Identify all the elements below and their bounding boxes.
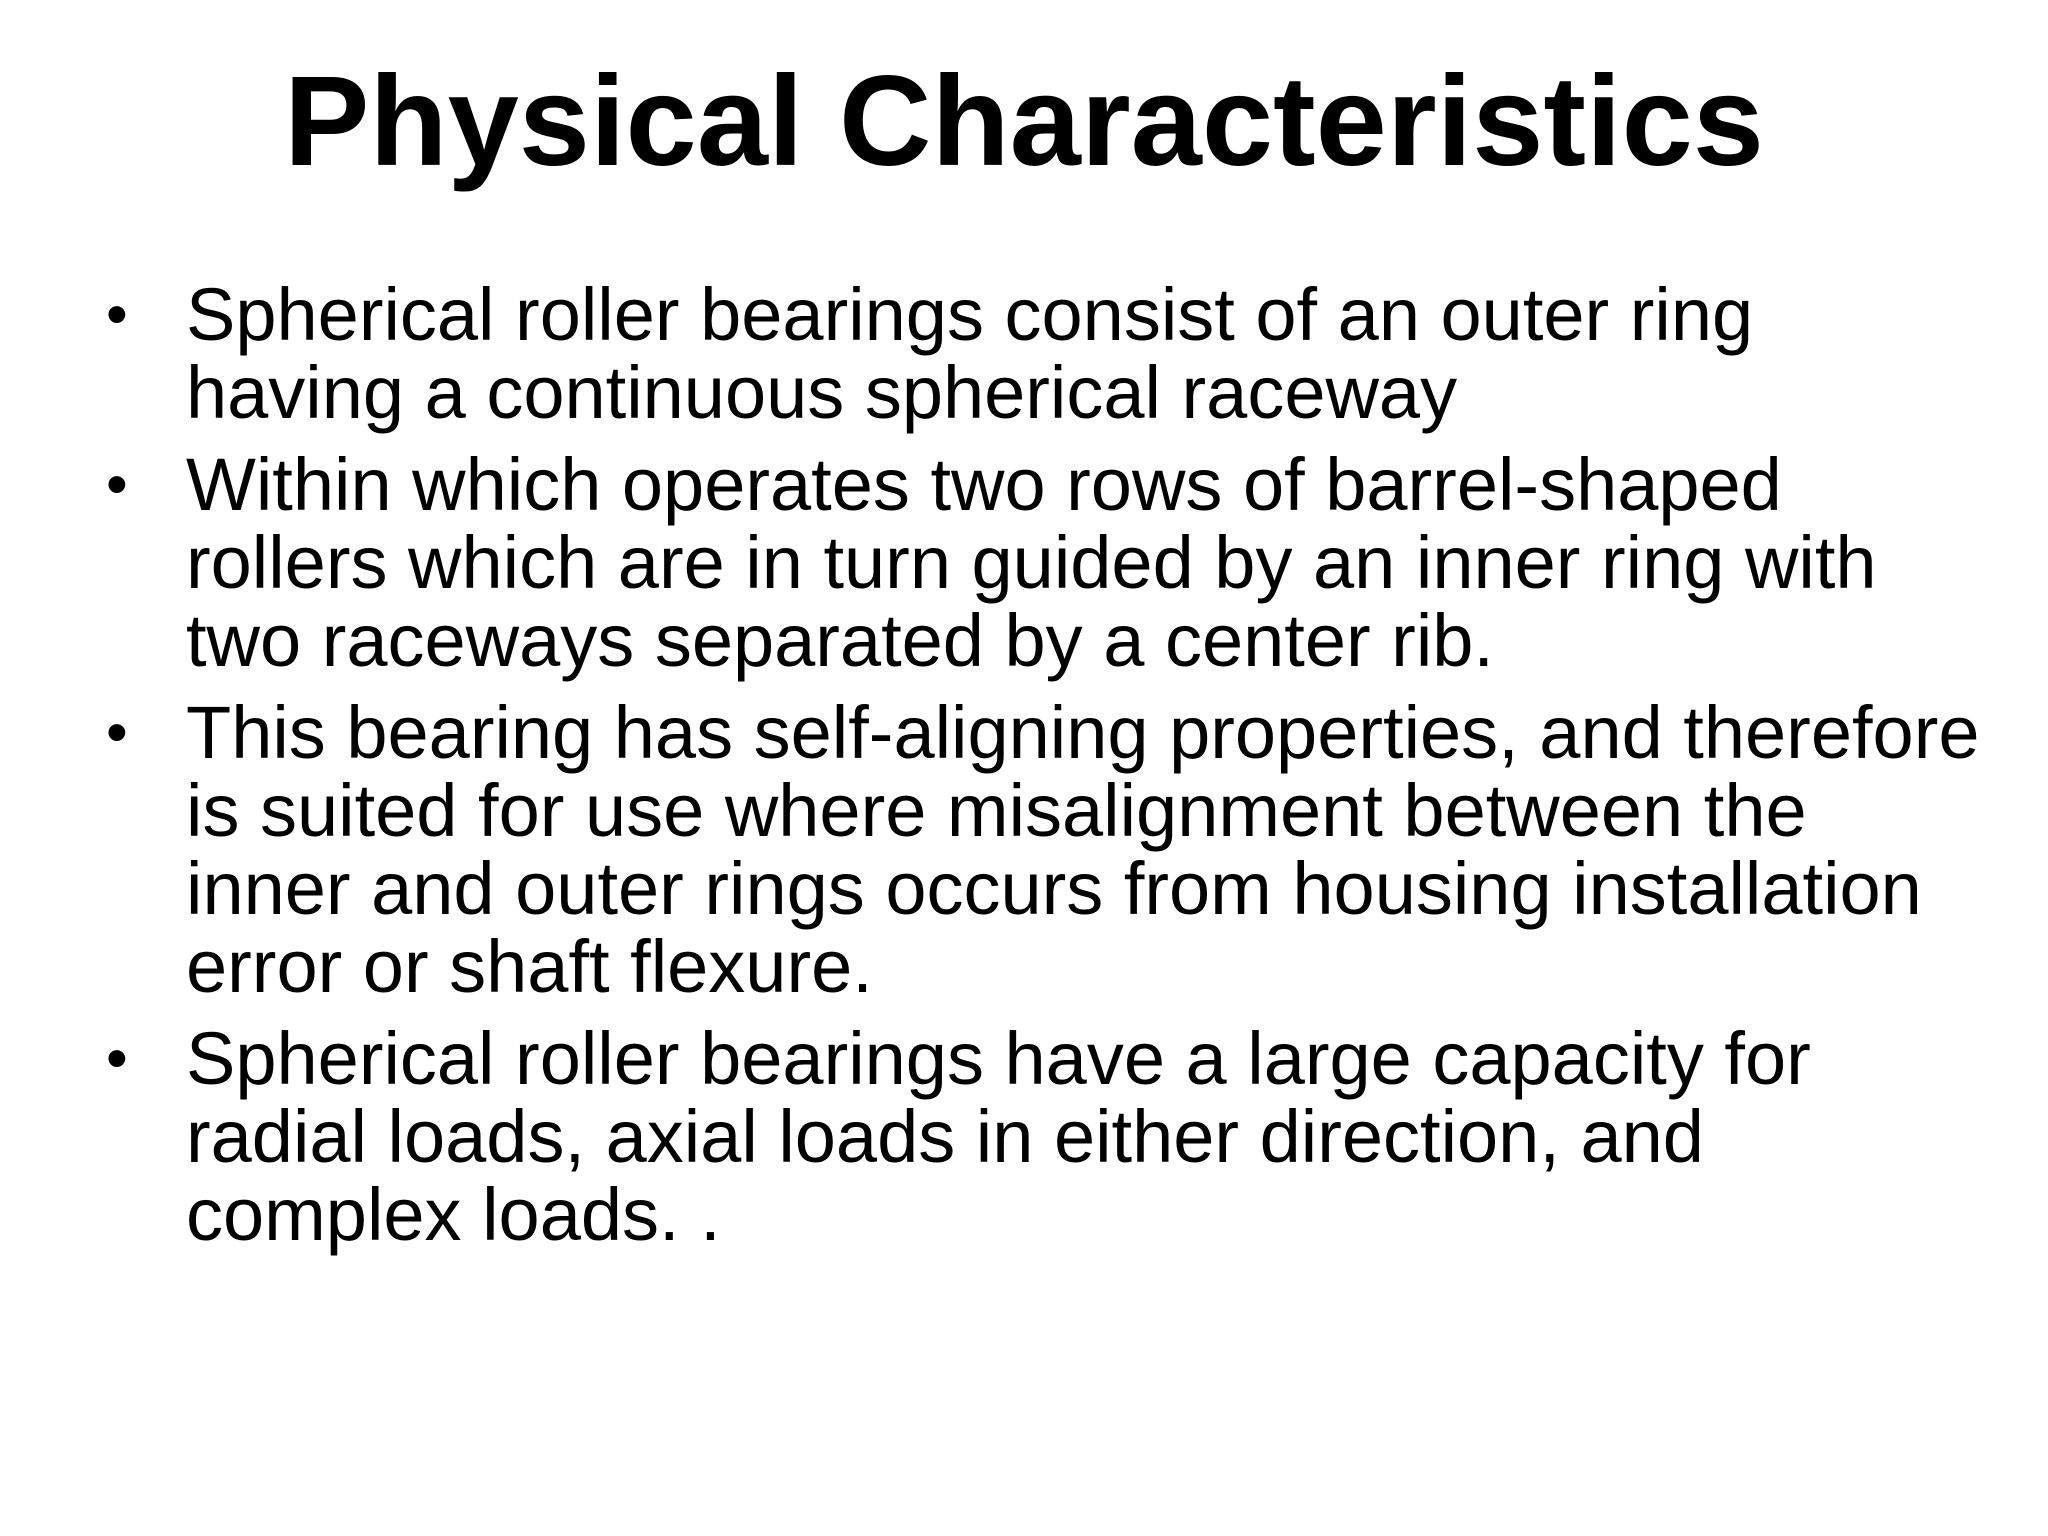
bullet-icon: • <box>106 1024 128 1093</box>
bullet-item <box>104 691 1984 1008</box>
bullet-list <box>104 273 1984 1268</box>
bullet-text: Within which operates two rows of barrel-shaped rollers which are in turn guided by an inner ring with two raceways separated by a center rib. <box>186 443 1877 682</box>
slide-title: Physical Characteristics <box>284 50 1764 193</box>
bullet-text: Spherical roller bearings have a large capacity for radial loads, axial loads in either direction, and complex loads. . <box>186 1017 1811 1256</box>
bullet-item <box>104 1017 1984 1256</box>
bullet-text: This bearing has self-aligning properties, and therefore is suited for use where misalignment between the inner and outer rings occurs from housing installation error or shaft flexure. <box>186 691 1980 1008</box>
bullet-item <box>104 443 1984 682</box>
bullet-icon: • <box>106 280 128 349</box>
bullet-icon: • <box>106 450 128 519</box>
bullet-item <box>104 273 1984 434</box>
bullet-text: Spherical roller bearings consist of an outer ring having a continuous spherical raceway <box>186 273 1754 434</box>
bullet-icon: • <box>106 698 128 767</box>
